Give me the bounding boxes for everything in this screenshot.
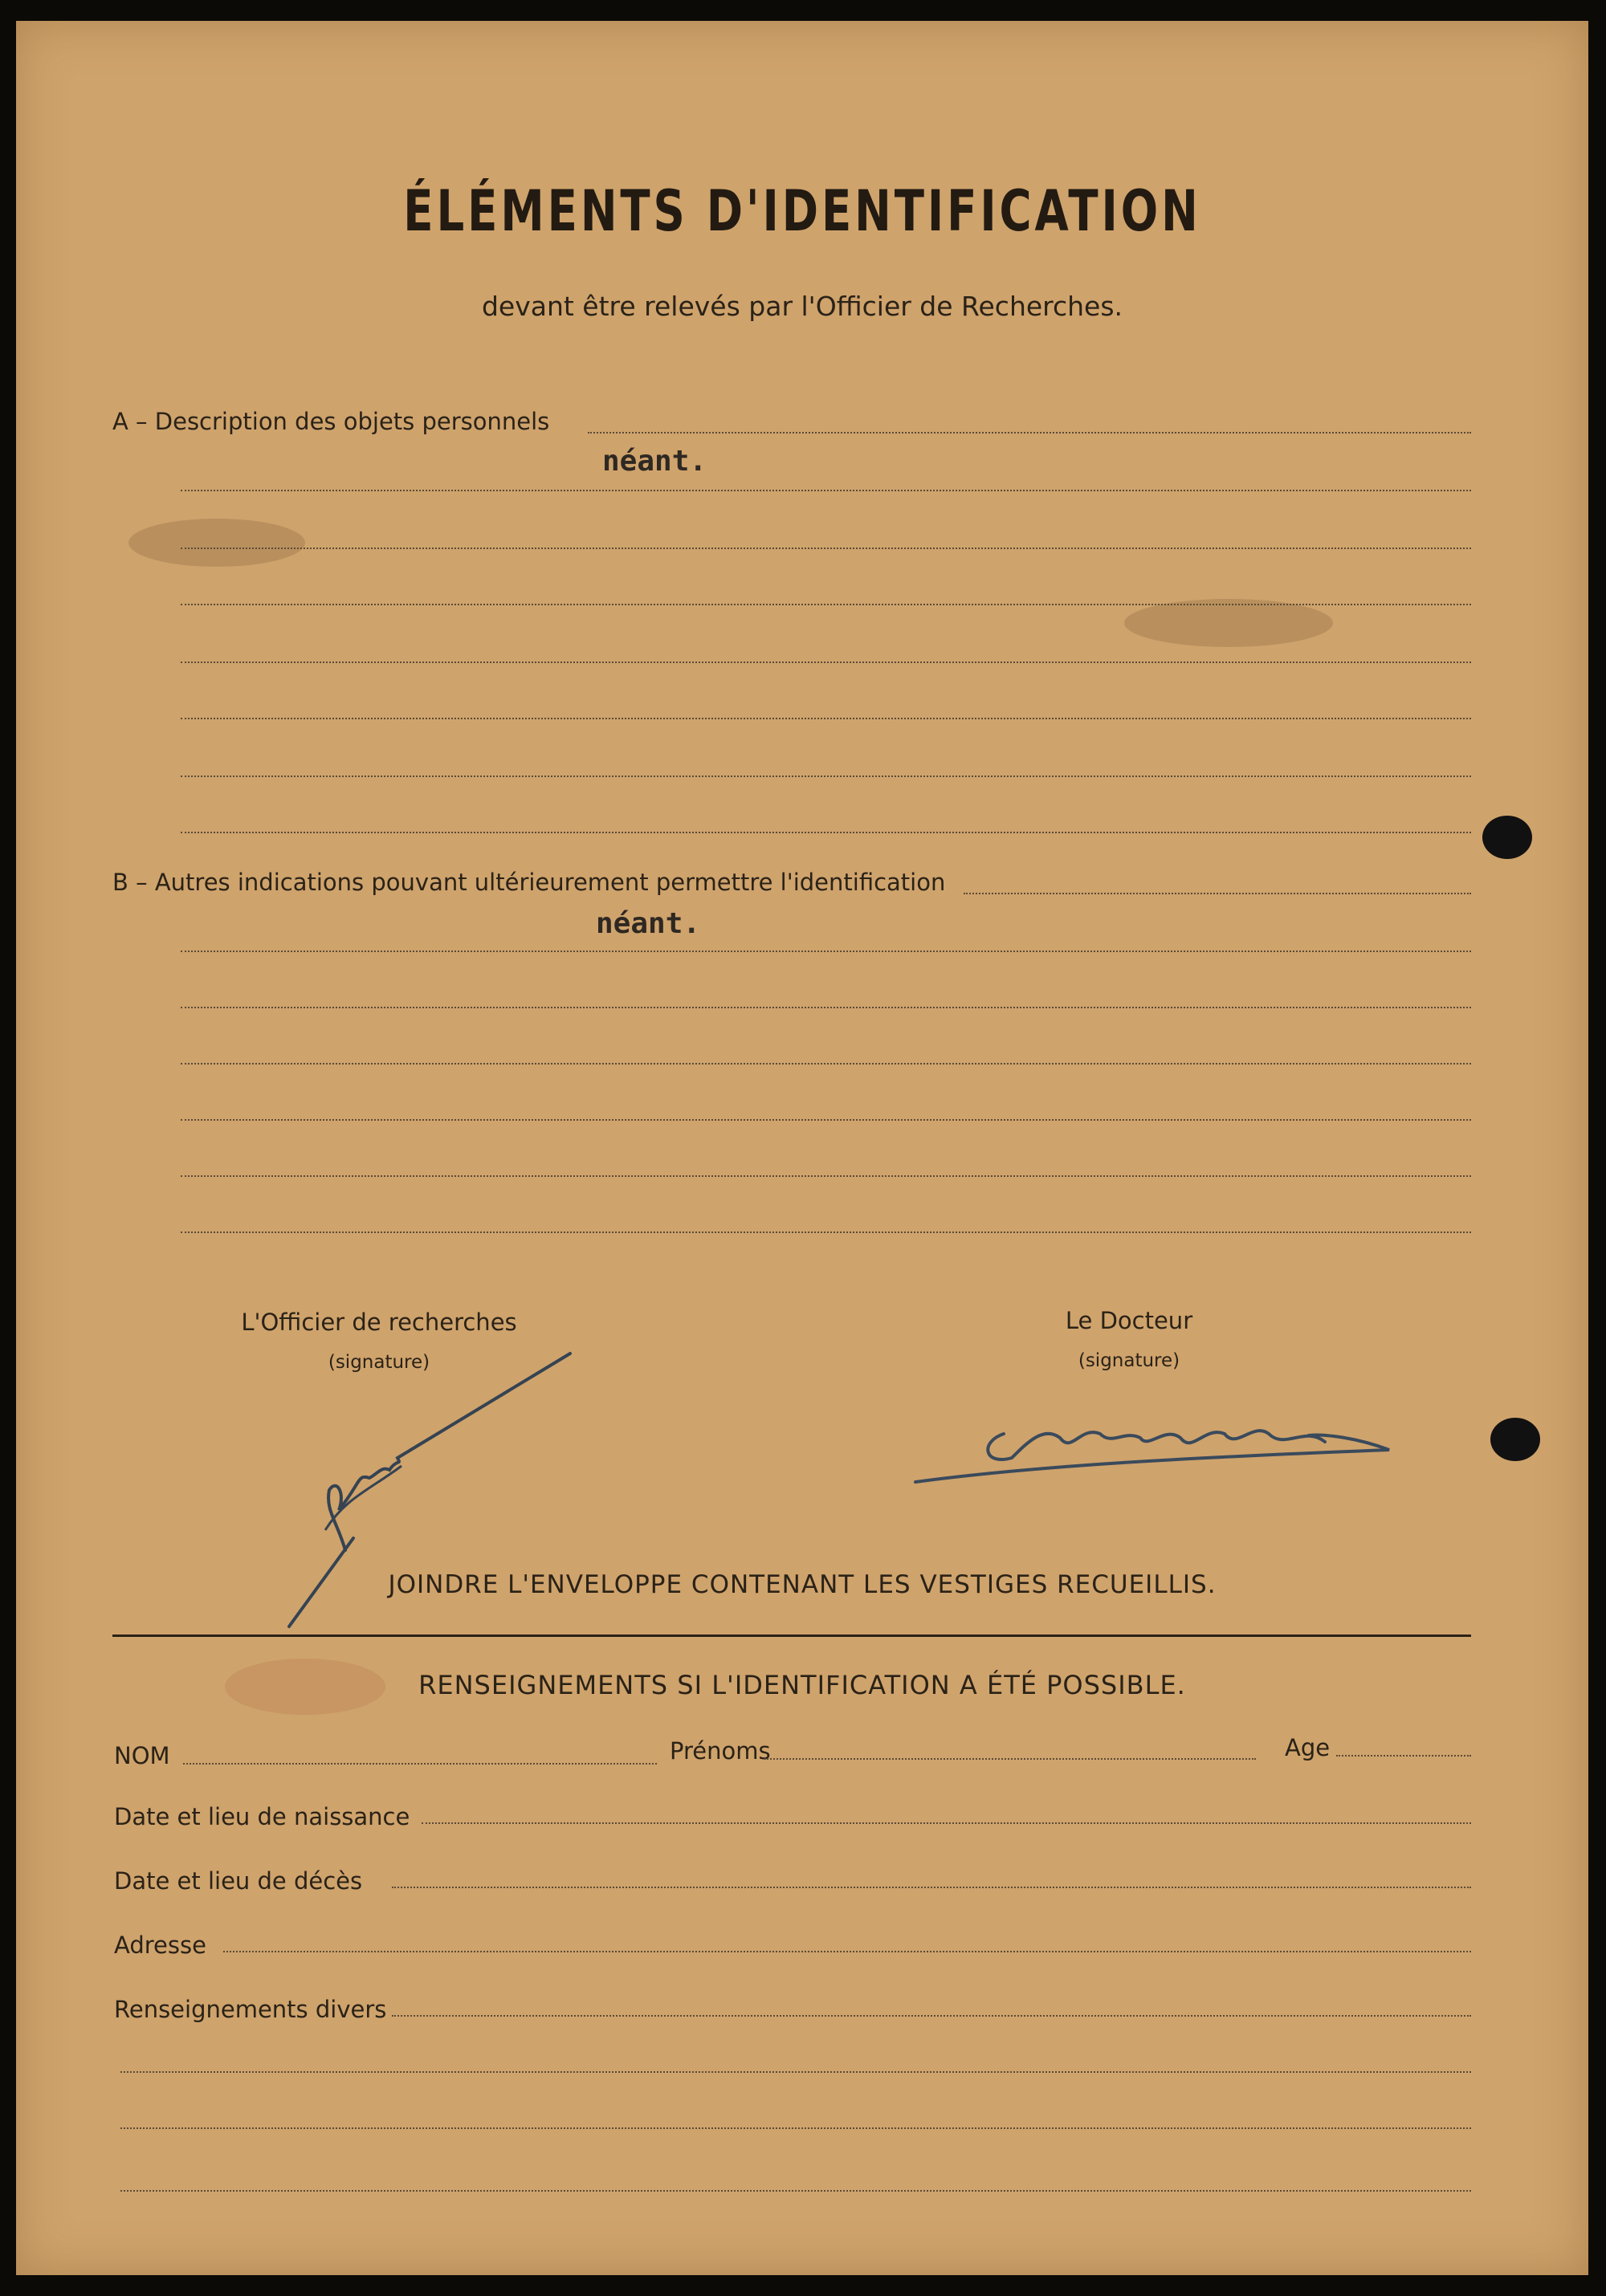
dotted-line bbox=[181, 490, 1471, 491]
doctor-signature-label: Le Docteur bbox=[1065, 1307, 1193, 1334]
nom-field[interactable] bbox=[183, 1763, 657, 1765]
doctor-signature bbox=[907, 1378, 1405, 1506]
dotted-line bbox=[181, 951, 1471, 952]
deces-field[interactable] bbox=[392, 1887, 1471, 1888]
form-title: ÉLÉMENTS D'IDENTIFICATION bbox=[403, 178, 1201, 244]
divers-field[interactable] bbox=[392, 2015, 1471, 2017]
dotted-line bbox=[181, 548, 1471, 549]
dotted-line bbox=[181, 604, 1471, 605]
punch-hole bbox=[1490, 1418, 1540, 1461]
form-page bbox=[16, 21, 1588, 2275]
deces-label: Date et lieu de décès bbox=[114, 1867, 363, 1895]
naissance-label: Date et lieu de naissance bbox=[114, 1803, 410, 1830]
nom-label: NOM bbox=[114, 1742, 170, 1769]
form-subtitle: devant être relevés par l'Officier de Recherches. bbox=[481, 291, 1123, 322]
age-label: Age bbox=[1285, 1734, 1331, 1761]
envelope-notice: JOINDRE L'ENVELOPPE CONTENANT LES VESTIGES RECUEILLIS. bbox=[388, 1570, 1217, 1599]
section-a-value[interactable]: néant. bbox=[602, 445, 707, 478]
dotted-line bbox=[181, 776, 1471, 777]
naissance-field[interactable] bbox=[422, 1822, 1471, 1824]
age-field[interactable] bbox=[1336, 1755, 1471, 1757]
dotted-line bbox=[181, 662, 1471, 663]
dotted-line bbox=[181, 718, 1471, 719]
punch-hole bbox=[1482, 816, 1532, 859]
section-b-value[interactable]: néant. bbox=[596, 907, 701, 940]
dotted-line bbox=[588, 432, 1471, 434]
dotted-line bbox=[181, 832, 1471, 833]
prenoms-label: Prénoms bbox=[670, 1737, 771, 1765]
dotted-line bbox=[120, 2190, 1471, 2192]
paper-stain bbox=[128, 519, 305, 567]
adresse-field[interactable] bbox=[223, 1951, 1471, 1952]
officer-signature-sub: (signature) bbox=[328, 1352, 430, 1373]
dotted-line bbox=[120, 2127, 1471, 2129]
officer-signature-label: L'Officier de recherches bbox=[241, 1309, 517, 1336]
section-a-label: A – Description des objets personnels bbox=[112, 408, 550, 435]
dotted-line bbox=[181, 1231, 1471, 1233]
divider-rule bbox=[112, 1634, 1471, 1637]
divers-label: Renseignements divers bbox=[114, 1996, 387, 2023]
dotted-line bbox=[181, 1119, 1471, 1121]
section-b-label: B – Autres indications pouvant ultérieurement permettre l'identification bbox=[112, 869, 946, 896]
dotted-line bbox=[964, 893, 1471, 894]
paper-stain bbox=[1124, 599, 1333, 647]
prenoms-field[interactable] bbox=[764, 1758, 1256, 1760]
adresse-label: Adresse bbox=[114, 1932, 206, 1959]
dotted-line bbox=[120, 2071, 1471, 2073]
doctor-signature-sub: (signature) bbox=[1078, 1350, 1180, 1371]
dotted-line bbox=[181, 1175, 1471, 1177]
dotted-line bbox=[181, 1063, 1471, 1065]
dotted-line bbox=[181, 1007, 1471, 1008]
identification-heading: RENSEIGNEMENTS SI L'IDENTIFICATION A ÉTÉ POSSIBLE. bbox=[418, 1670, 1186, 1700]
